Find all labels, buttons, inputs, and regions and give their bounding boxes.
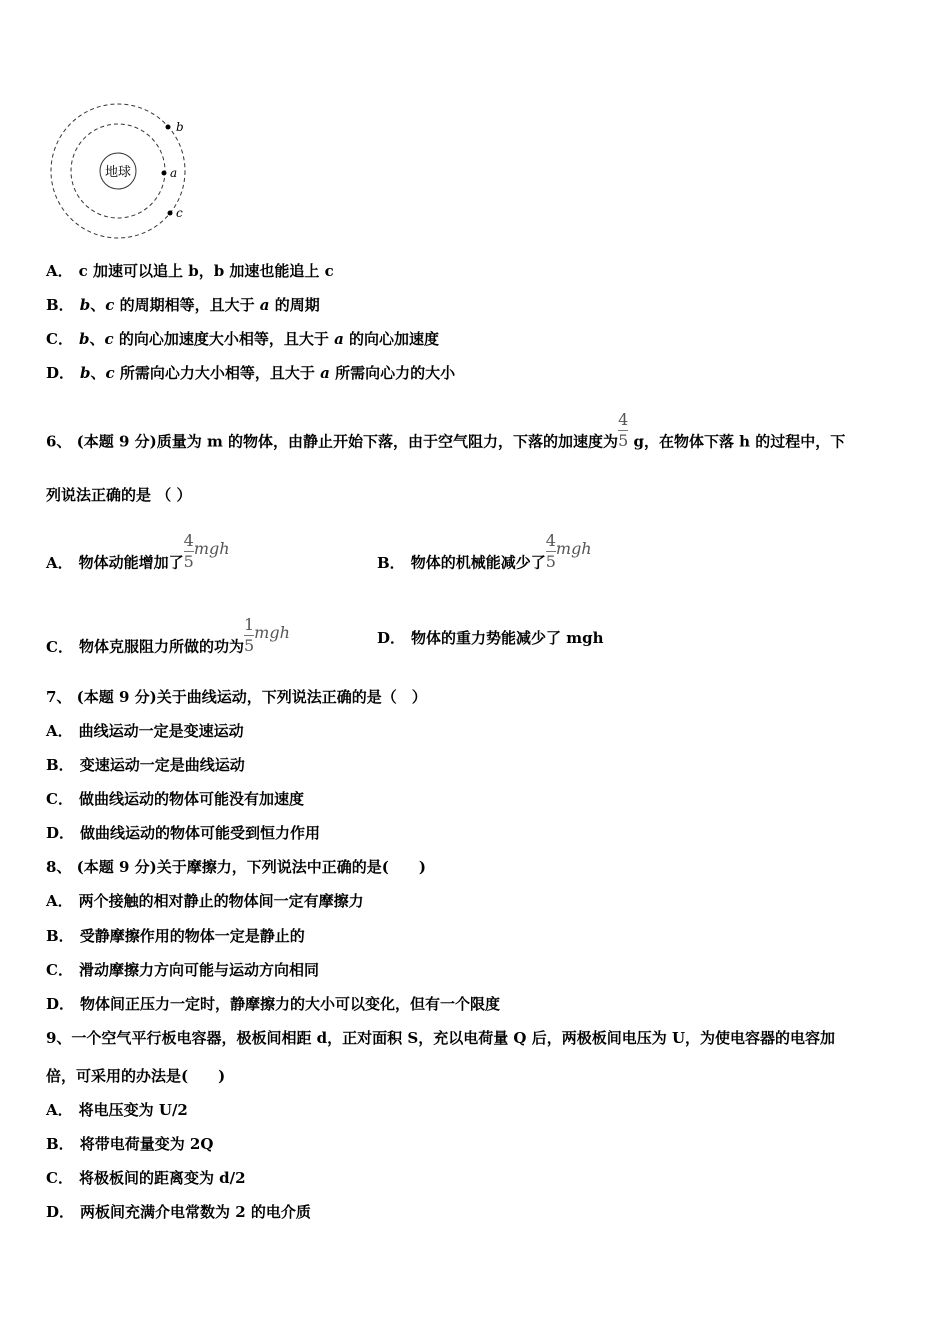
option-label: A． <box>46 262 73 280</box>
option-text: 将带电荷量变为 2Q <box>79 1135 214 1153</box>
option-text: 曲线运动一定是变速运动 <box>78 722 244 740</box>
option-label: C． <box>46 961 73 979</box>
q8-option-d <box>46 994 500 1014</box>
option-label: C． <box>46 1169 73 1187</box>
option-text: 的周期相等，且大于 <box>114 296 260 314</box>
math-variable: mgh <box>555 538 592 558</box>
var-a: a <box>259 296 270 314</box>
fraction <box>184 532 194 571</box>
fraction-denominator: 5 <box>183 552 194 571</box>
var-a: a <box>334 330 344 348</box>
satellite-b <box>166 125 171 130</box>
label-a: a <box>170 166 178 180</box>
option-label: B． <box>46 927 74 945</box>
option-text: 物体克服阻力所做的功为 <box>78 637 244 656</box>
q8-stem <box>46 857 426 877</box>
q7-stem <box>46 687 427 707</box>
option-label: A． <box>46 892 73 910</box>
option-text: c 加速可以追上 b，b 加速也能追上 c <box>78 262 334 280</box>
option-text: 将电压变为 U/2 <box>78 1101 188 1119</box>
option-text: 变速运动一定是曲线运动 <box>79 756 245 774</box>
q6-stem-line2 <box>46 485 191 505</box>
stem-text: 列说法正确的是 （ ） <box>46 486 192 504</box>
option-text: 滑动摩擦力方向可能与运动方向相同 <box>78 961 319 979</box>
q7-option-a <box>46 721 244 741</box>
option-text: 物体的机械能减少了 <box>410 553 546 572</box>
q5-option-b <box>46 295 320 315</box>
q8-option-c <box>46 960 319 980</box>
option-text: 物体动能增加了 <box>78 553 184 572</box>
option-text: 物体间正压力一定时，静摩擦力的大小可以变化，但有一个限度 <box>80 995 501 1013</box>
fraction <box>244 616 254 655</box>
fraction-numerator: 4 <box>183 531 194 550</box>
option-text: 做曲线运动的物体可能没有加速度 <box>78 790 304 808</box>
option-text: 所需向心力的大小 <box>329 364 456 382</box>
math-variable: mgh <box>254 622 290 642</box>
fraction-denominator: 5 <box>618 431 629 450</box>
option-label: D． <box>46 995 75 1013</box>
sep: 、 <box>89 330 105 348</box>
q8-option-b <box>46 926 305 946</box>
option-label: D． <box>46 1203 75 1221</box>
option-text: 所需向心力大小相等，且大于 <box>114 364 321 382</box>
q6-option-d <box>377 628 604 648</box>
q5-option-d <box>46 363 455 383</box>
q8-option-a <box>46 891 364 911</box>
stem-text: 7、 (本题 9 分)关于曲线运动，下列说法正确的是（ ） <box>46 688 427 706</box>
option-text: 的向心加速度大小相等，且大于 <box>113 330 335 348</box>
label-b: b <box>176 120 184 134</box>
stem-text: 6、 (本题 9 分)质量为 m 的物体，由静止开始下落，由于空气阻力，下落的加速度为 <box>46 432 619 451</box>
fraction <box>546 532 556 571</box>
stem-text: 倍，可采用的办法是( ) <box>46 1067 226 1085</box>
option-text: 两个接触的相对静止的物体间一定有摩擦力 <box>78 892 364 910</box>
var-b: b <box>78 330 90 348</box>
q9-option-b <box>46 1134 213 1154</box>
option-label: C． <box>46 330 73 348</box>
q6-option-a <box>46 531 230 583</box>
option-text: 物体的重力势能减少了 mgh <box>411 629 604 647</box>
fraction <box>618 411 628 450</box>
q9-option-c <box>46 1168 246 1188</box>
var-c: c <box>104 330 114 348</box>
option-label: D． <box>46 364 75 382</box>
option-label: D． <box>46 824 75 842</box>
var-a: a <box>320 364 330 382</box>
q5-option-a <box>46 261 334 281</box>
fraction-numerator: 4 <box>618 410 629 429</box>
label-c: c <box>176 206 183 220</box>
q7-option-b <box>46 755 245 775</box>
option-text: 做曲线运动的物体可能受到恒力作用 <box>80 824 321 842</box>
var-c: c <box>105 364 115 382</box>
fraction-numerator: 1 <box>243 615 255 634</box>
q6-option-c <box>46 615 290 667</box>
option-label: B． <box>377 553 405 572</box>
q7-option-c <box>46 789 304 809</box>
var-c: c <box>105 296 115 314</box>
option-text: 的周期 <box>269 296 320 314</box>
math-variable: mgh <box>193 538 230 558</box>
q7-option-d <box>46 823 320 843</box>
q5-option-c <box>46 329 439 349</box>
q9-stem <box>46 1028 835 1048</box>
earth-label: 地球 <box>104 165 132 180</box>
q9-option-a <box>46 1100 188 1120</box>
stem-text: g，在物体下落 h 的过程中，下 <box>628 432 846 451</box>
q9-stem-line2 <box>46 1066 225 1086</box>
sep: 、 <box>90 296 106 314</box>
stem-text: 8、 (本题 9 分)关于摩擦力，下列说法中正确的是( ) <box>46 858 426 876</box>
option-text: 受静摩擦作用的物体一定是静止的 <box>79 927 305 945</box>
option-label: C． <box>46 637 73 656</box>
orbit-diagram <box>46 100 196 245</box>
fraction-denominator: 5 <box>545 552 556 571</box>
stem-text: 9、一个空气平行板电容器，极板间相距 d，正对面积 S，充以电荷量 Q 后，两极板间电压为 U，为使电容器的电容加 <box>46 1029 836 1047</box>
option-label: B． <box>46 296 74 314</box>
satellite-c <box>168 211 173 216</box>
q6-option-b <box>377 531 592 583</box>
option-text: 两板间充满介电常数为 2 的电介质 <box>80 1203 311 1221</box>
option-text: 将极板间的距离变为 d/2 <box>78 1169 246 1187</box>
option-label: D． <box>377 629 406 647</box>
fraction-numerator: 4 <box>545 531 556 550</box>
option-label: A． <box>46 722 73 740</box>
fraction-denominator: 5 <box>243 636 255 655</box>
option-label: B． <box>46 756 74 774</box>
option-text: 的向心加速度 <box>343 330 440 348</box>
q6-stem <box>46 410 846 462</box>
var-b: b <box>80 364 91 382</box>
q9-option-d <box>46 1202 311 1222</box>
option-label: A． <box>46 553 73 572</box>
option-label: C． <box>46 790 73 808</box>
var-b: b <box>79 296 91 314</box>
option-label: B． <box>46 1135 74 1153</box>
option-label: A． <box>46 1101 73 1119</box>
satellite-a <box>162 171 167 176</box>
sep: 、 <box>90 364 106 382</box>
